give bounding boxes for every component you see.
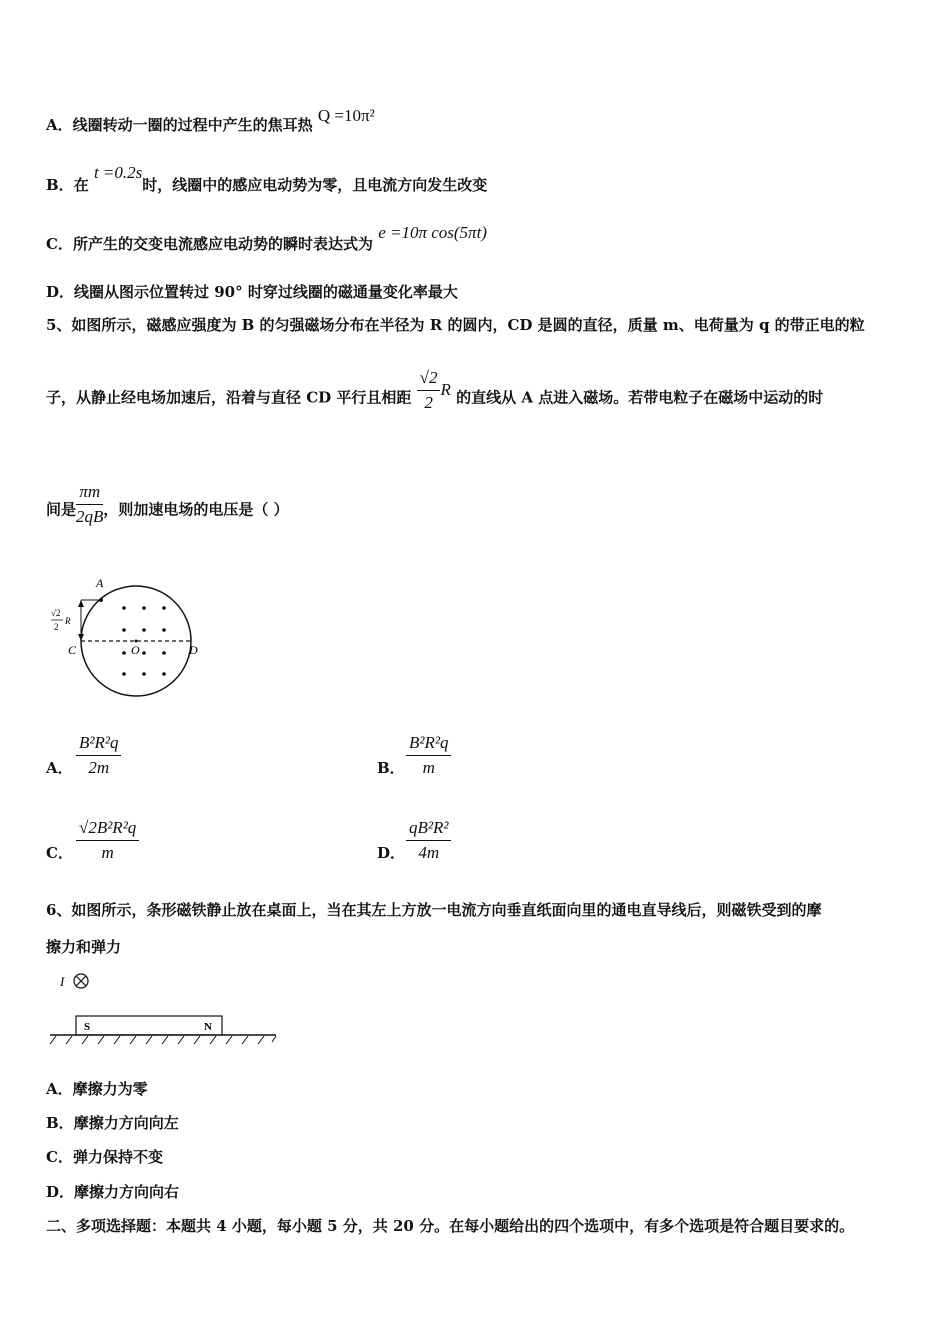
q4-option-b (46, 163, 488, 195)
option-text-after: 时，线圈中的感应电动势为零，且电流方向发生改变 (142, 176, 488, 194)
pole-n: N (204, 1021, 212, 1033)
distance-fraction (417, 368, 441, 413)
q5-option-d (406, 818, 451, 863)
arrow-up-icon (78, 600, 84, 607)
label-d: D (189, 643, 198, 657)
frac-den: 2m (88, 758, 110, 777)
frac-num: B²R²q (76, 733, 121, 756)
stem-text: 子，从静止经电场加速后，沿着与直径 CD 平行且相距 (46, 388, 412, 407)
q4-option-a (46, 106, 375, 135)
magnetic-field-circle-figure (44, 572, 214, 702)
bar-magnet (76, 1016, 222, 1035)
stem-text: 间是 (46, 500, 77, 519)
option-label: C． (46, 1148, 73, 1166)
option-label: D． (46, 1183, 75, 1201)
frac-den: m (101, 843, 114, 862)
point-a (99, 598, 103, 602)
time-fraction (76, 482, 103, 527)
label-o: O (131, 643, 140, 657)
dim-den: 2 (54, 622, 59, 632)
q5-stem-line3 (46, 482, 289, 533)
option-label: C． (46, 235, 73, 253)
dim-var: R (65, 616, 71, 626)
current-into-page-icon (74, 974, 88, 988)
label-c: C (68, 643, 77, 657)
option-text: 摩擦力方向向右 (74, 1183, 180, 1201)
table-hatching (50, 1036, 276, 1044)
frac-num: √2 (417, 368, 441, 391)
frac-den: 4m (418, 843, 440, 862)
stem-text: ，则加速电场的电压是（ ） (103, 500, 289, 519)
current-label: I (60, 974, 65, 989)
formula: t =0.2s (93, 163, 143, 182)
q6-option-a (46, 1078, 148, 1099)
frac-den: 2 (424, 393, 433, 412)
option-text: 摩擦力为零 (72, 1080, 148, 1098)
option-label: B． (46, 1114, 74, 1132)
dim-num: √2 (51, 608, 61, 618)
q6-option-b (46, 1112, 179, 1133)
q5-option-a (76, 733, 121, 778)
q4-option-c (46, 223, 487, 254)
option-text: 所产生的交变电流感应电动势的瞬时表达式为 (72, 235, 373, 253)
q5-option-b-label: B． (377, 759, 405, 777)
q5-stem-line1: 5、如图所示，磁感应强度为 B 的匀强磁场分布在半径为 R 的圆内，CD 是圆的直径，质量 m、电荷量为 q 的带正电的粒 (46, 316, 865, 334)
arrow-down-icon (78, 634, 84, 641)
formula: Q =10π² (317, 106, 375, 125)
option-text: 线圈转动一圈的过程中产生的焦耳热 (72, 116, 313, 134)
option-text: 摩擦力方向向左 (73, 1114, 179, 1132)
option-label: A． (46, 116, 73, 134)
option-label: A． (46, 1080, 73, 1098)
q6-option-d (46, 1181, 179, 1202)
q5-option-b (406, 733, 451, 778)
q5-option-a-label: A． (46, 759, 73, 777)
frac-num: πm (76, 482, 103, 505)
frac-num: B²R²q (406, 733, 451, 756)
pole-s: S (84, 1021, 91, 1033)
frac-num: √2B²R²q (76, 818, 139, 841)
option-text: 线圈从图示位置转过 90° 时穿过线圈的磁通量变化率最大 (74, 283, 458, 301)
frac-num: qB²R² (406, 818, 451, 841)
q4-option-d (46, 281, 458, 302)
option-text: 弹力保持不变 (72, 1148, 163, 1166)
q5-option-c-label: C． (46, 844, 73, 862)
option-label: D． (46, 283, 75, 301)
q6-stem-line1: 6、如图所示，条形磁铁静止放在桌面上，当在其左上方放一电流方向垂直纸面向里的通电直导线后，则磁铁受到的摩 (46, 901, 822, 919)
distance-var: R (440, 379, 451, 399)
formula: e =10π cos(5πt) (378, 223, 487, 242)
q6-option-c (46, 1146, 163, 1167)
q5-stem-line2 (46, 368, 824, 421)
q5-option-c (76, 818, 139, 863)
stem-text: 的直线从 A 点进入磁场。若带电粒子在磁场中运动的时 (456, 388, 824, 407)
option-text-before: 在 (73, 176, 89, 194)
label-a: A (96, 576, 104, 590)
frac-den: m (422, 758, 435, 777)
bar-magnet-figure (46, 968, 281, 1048)
q6-stem-line2: 擦力和弹力 (46, 938, 122, 956)
q5-option-d-label: D． (377, 844, 406, 862)
option-label: B． (46, 176, 74, 194)
frac-den: 2qB (76, 507, 104, 526)
section2-heading: 二、多项选择题：本题共 4 小题，每小题 5 分，共 20 分。在每小题给出的四个选项中，有多个选项是符合题目要求的。 (46, 1217, 855, 1235)
